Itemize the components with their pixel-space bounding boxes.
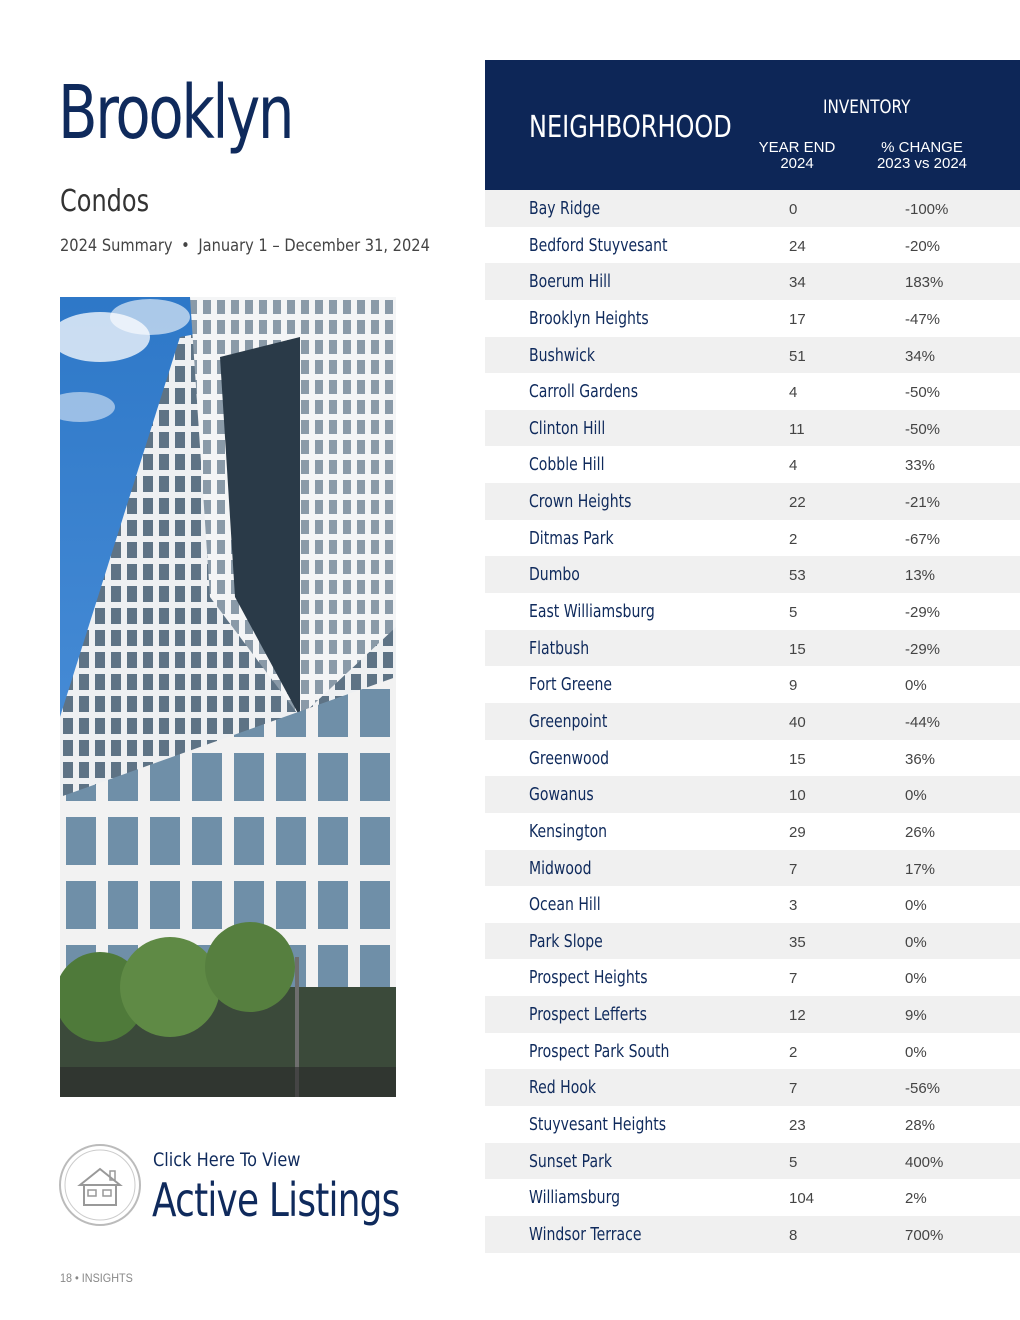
change-value: -44%	[905, 713, 941, 731]
neighborhood-name[interactable]: Windsor Terrace	[529, 1223, 642, 1245]
change-value: -29%	[905, 640, 941, 658]
inventory-value: 34	[789, 274, 806, 292]
neighborhood-name[interactable]: Prospect Heights	[529, 967, 648, 989]
neighborhood-name[interactable]: Greenpoint	[529, 710, 608, 732]
neighborhood-name[interactable]: Boerum Hill	[529, 271, 611, 293]
inventory-value: 4	[789, 457, 798, 475]
change-value: 183%	[905, 274, 944, 292]
neighborhood-name[interactable]: Fort Greene	[529, 674, 613, 696]
neighborhood-name[interactable]: Bay Ridge	[529, 198, 601, 219]
active-listings-link[interactable]	[58, 1143, 438, 1233]
summary-label: 2024 Summary	[60, 236, 173, 256]
table-row	[485, 556, 1020, 593]
change-value: 33%	[905, 457, 936, 475]
table-row	[485, 703, 1020, 740]
table-row	[485, 593, 1020, 630]
change-value: -20%	[905, 237, 941, 255]
table-row	[485, 1033, 1020, 1070]
change-value: -29%	[905, 604, 941, 622]
inventory-value: 35	[789, 933, 806, 951]
date-range: January 1 – December 31, 2024	[198, 236, 430, 256]
summary-line	[60, 236, 430, 256]
inventory-value: 51	[789, 347, 806, 365]
table-row	[485, 996, 1020, 1033]
inventory-value: 5	[789, 604, 798, 622]
table-row	[485, 923, 1020, 960]
inventory-value: 11	[789, 420, 805, 438]
change-value: 26%	[905, 823, 936, 841]
house-icon	[58, 1143, 142, 1227]
change-value: 9%	[905, 1007, 927, 1025]
inventory-value: 7	[789, 1080, 798, 1098]
neighborhood-name[interactable]: Dumbo	[529, 564, 580, 586]
table-row	[485, 740, 1020, 777]
change-value: 28%	[905, 1117, 936, 1135]
neighborhood-name[interactable]: Bedford Stuyvesant	[529, 234, 668, 256]
page-title: Brooklyn	[58, 70, 293, 156]
neighborhood-name[interactable]: Stuyvesant Heights	[529, 1114, 667, 1136]
inventory-value: 4	[789, 384, 798, 402]
table-row	[485, 1106, 1020, 1143]
table-row	[485, 1179, 1020, 1216]
inventory-value: 17	[789, 310, 806, 328]
table-row	[485, 300, 1020, 337]
change-value: 400%	[905, 1153, 944, 1171]
neighborhood-name[interactable]: Gowanus	[529, 784, 594, 806]
column-header-neighborhood: NEIGHBORHOOD	[529, 110, 732, 145]
inventory-value: 9	[789, 677, 798, 695]
page-subtitle: Condos	[60, 184, 150, 219]
table-row	[485, 850, 1020, 887]
table-row	[485, 886, 1020, 923]
neighborhood-name[interactable]: Brooklyn Heights	[529, 307, 649, 329]
inventory-value: 2	[789, 530, 798, 548]
neighborhood-name[interactable]: Greenwood	[529, 747, 610, 769]
table-row	[485, 1216, 1020, 1253]
change-value: -50%	[905, 384, 941, 402]
table-row	[485, 630, 1020, 667]
inventory-value: 5	[789, 1153, 798, 1171]
inventory-value: 10	[789, 787, 806, 805]
inventory-table	[485, 60, 1020, 1253]
table-row	[485, 446, 1020, 483]
table-row	[485, 410, 1020, 447]
table-row	[485, 483, 1020, 520]
cta-big-label: Active Listings	[152, 1173, 400, 1227]
neighborhood-name[interactable]: Kensington	[529, 820, 608, 842]
change-value: 0%	[905, 677, 927, 695]
table-row	[485, 227, 1020, 264]
change-value: 17%	[905, 860, 936, 878]
change-value: 13%	[905, 567, 936, 585]
table-header	[485, 60, 1020, 190]
column-header-year-end: YEAR END 2024	[758, 139, 836, 172]
table-row	[485, 776, 1020, 813]
table-row	[485, 337, 1020, 374]
neighborhood-name[interactable]: Ocean Hill	[529, 894, 601, 916]
inventory-value: 8	[789, 1226, 798, 1244]
change-value: 0%	[905, 970, 927, 988]
table-row	[485, 190, 1020, 227]
change-value: 0%	[905, 933, 927, 951]
change-value: -67%	[905, 530, 941, 548]
building-photo	[60, 297, 396, 1097]
table-row	[485, 813, 1020, 850]
inventory-value: 29	[789, 823, 806, 841]
column-group-inventory: INVENTORY	[823, 96, 911, 118]
change-value: 700%	[905, 1226, 944, 1244]
neighborhood-name[interactable]: Prospect Park South	[529, 1040, 670, 1062]
change-value: 36%	[905, 750, 936, 768]
inventory-value: 53	[789, 567, 806, 585]
column-header-change: % CHANGE 2023 vs 2024	[876, 139, 968, 172]
neighborhood-name[interactable]: East Williamsburg	[529, 601, 655, 623]
neighborhood-name[interactable]: Prospect Lefferts	[529, 1004, 647, 1026]
table-row	[485, 373, 1020, 410]
cta-small-label: Click Here To View	[153, 1149, 301, 1171]
neighborhood-name[interactable]: Bushwick	[529, 344, 595, 366]
table-row	[485, 263, 1020, 300]
table-body	[485, 190, 1020, 1253]
neighborhood-name[interactable]: Red Hook	[529, 1077, 597, 1099]
inventory-value: 22	[789, 494, 806, 512]
neighborhood-name[interactable]: Crown Heights	[529, 491, 632, 513]
summary-separator: •	[181, 236, 190, 256]
neighborhood-name[interactable]: Sunset Park	[529, 1150, 612, 1172]
change-value: -100%	[905, 201, 949, 218]
inventory-value: 104	[789, 1190, 815, 1208]
inventory-value: 3	[789, 897, 798, 915]
change-value: 0%	[905, 897, 927, 915]
neighborhood-name[interactable]: Cobble Hill	[529, 454, 605, 476]
inventory-value: 23	[789, 1117, 806, 1135]
change-value: 34%	[905, 347, 936, 365]
neighborhood-name[interactable]: Ditmas Park	[529, 527, 614, 549]
table-row	[485, 1143, 1020, 1180]
inventory-value: 7	[789, 970, 798, 988]
change-value: -50%	[905, 420, 941, 438]
change-value: 0%	[905, 1043, 927, 1061]
neighborhood-name[interactable]: Park Slope	[529, 930, 603, 952]
change-value: 0%	[905, 787, 927, 805]
table-row	[485, 520, 1020, 557]
inventory-value: 7	[789, 860, 798, 878]
neighborhood-name[interactable]: Williamsburg	[529, 1187, 621, 1209]
neighborhood-name[interactable]: Midwood	[529, 857, 592, 879]
inventory-value: 15	[789, 750, 806, 768]
inventory-value: 24	[789, 237, 806, 255]
inventory-value: 2	[789, 1043, 798, 1061]
page-footer: 18 • INSIGHTS	[60, 1271, 133, 1285]
change-value: -56%	[905, 1080, 941, 1098]
table-row	[485, 666, 1020, 703]
neighborhood-name[interactable]: Clinton Hill	[529, 417, 606, 439]
table-row	[485, 1069, 1020, 1106]
change-value: -47%	[905, 310, 941, 328]
table-row	[485, 959, 1020, 996]
neighborhood-name[interactable]: Flatbush	[529, 637, 590, 659]
change-value: -21%	[905, 494, 941, 512]
inventory-value: 15	[789, 640, 806, 658]
change-value: 2%	[905, 1190, 927, 1208]
inventory-value: 40	[789, 713, 806, 731]
inventory-value: 12	[789, 1007, 806, 1025]
neighborhood-name[interactable]: Carroll Gardens	[529, 381, 639, 403]
inventory-value: 0	[789, 201, 798, 218]
